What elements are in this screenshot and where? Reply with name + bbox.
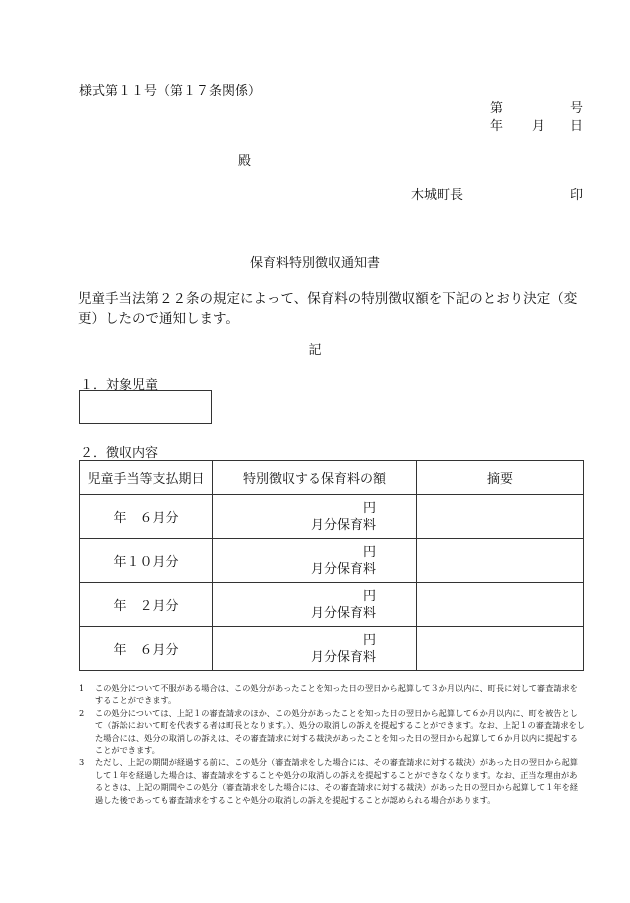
document-number-suffix: 号 xyxy=(570,101,584,116)
seal-mark: 印 xyxy=(570,188,584,203)
monthly-fee-label: 月分保育料 xyxy=(310,605,376,621)
section-collection-label: ２．徴収内容 xyxy=(80,446,159,461)
collection-table xyxy=(79,460,584,671)
amount-cell xyxy=(213,627,417,671)
amount-cell xyxy=(213,539,417,583)
period-cell: 年 ２月分 xyxy=(80,583,213,627)
table-row xyxy=(80,495,584,539)
note-number: 3 xyxy=(79,757,85,768)
ki-marker: 記 xyxy=(308,343,322,358)
note-number: 1 xyxy=(79,683,85,693)
table-row xyxy=(80,583,584,627)
remarks-cell xyxy=(417,539,584,583)
period-cell: 年 ６月分 xyxy=(80,495,213,539)
amount-cell xyxy=(213,583,417,627)
note-text: ただし、上記の期間が経過する前に、この処分（審査請求をした場合には、その審査請求に対する裁決）があった日の翌日から起算して１年を経過した場合は、審査請求をすることや処分の取消しの訴えを提起することができなくなります。なお、正当な理由があるときは、上記の期間やこの処分（審査請求をした場合には、その審査請求に対する裁決）があった日の翌日から起算して１年を経過した後であっても審査請求をすることや処分の取消しの訴えを提起することが認められる場合があります。 xyxy=(95,757,578,805)
yen-unit: 円 xyxy=(362,632,376,648)
header-payment-date: 児童手当等支払期日 xyxy=(80,461,213,495)
note-text: この処分について不服がある場合は、この処分があったことを知った日の翌日から起算して３か月以内に、町長に対して審査請求をすることができます。 xyxy=(95,683,578,706)
yen-unit: 円 xyxy=(362,544,376,560)
date-month: 月 xyxy=(532,119,546,134)
remarks-cell xyxy=(417,583,584,627)
monthly-fee-label: 月分保育料 xyxy=(310,517,376,533)
monthly-fee-label: 月分保育料 xyxy=(310,649,376,665)
form-number: 様式第１１号（第１７条関係） xyxy=(79,84,262,99)
issuer-name: 木城町長 xyxy=(411,188,464,203)
document-title: 保育料特別徴収通知書 xyxy=(249,256,380,271)
target-child-box xyxy=(79,390,212,424)
document-number-prefix: 第 xyxy=(490,101,504,116)
table-row xyxy=(80,627,584,671)
remarks-cell xyxy=(417,495,584,539)
date-day: 日 xyxy=(570,119,584,134)
yen-unit: 円 xyxy=(362,500,376,516)
table-header-row xyxy=(80,461,584,495)
amount-cell xyxy=(213,495,417,539)
addressee-suffix: 殿 xyxy=(238,154,252,169)
notes-section xyxy=(79,682,585,806)
note-item xyxy=(79,707,585,757)
period-cell: 年 ６月分 xyxy=(80,627,213,671)
remarks-cell xyxy=(417,627,584,671)
body-text: 児童手当法第２２条の規定によって、保育料の特別徴収額を下記のとおり決定（変更）したので通知します。 xyxy=(78,291,578,327)
note-text: この処分については、上記１の審査請求のほか、この処分があったことを知った日の翌日から起算して６か月以内に、町を被告として（訴訟において町を代表する者は町長となります。）、処分の取消しの訴えを提起することができます。なお、上記１の審査請求をした場合には、処分の取消しの訴えは、その審査請求に対する裁決があったことを知った日の翌日から起算して６か月以内に提起することができます。 xyxy=(95,707,585,756)
section-target-child-label: １．対象児童 xyxy=(80,378,159,393)
table-row xyxy=(80,539,584,583)
header-remarks: 摘要 xyxy=(417,461,584,495)
monthly-fee-label: 月分保育料 xyxy=(310,561,376,577)
header-amount: 特別徴収する保育料の額 xyxy=(213,461,417,495)
note-item xyxy=(79,756,585,806)
period-cell: 年１０月分 xyxy=(80,539,213,583)
note-number: 2 xyxy=(79,707,85,718)
date-year: 年 xyxy=(490,119,504,134)
note-item xyxy=(79,682,585,707)
yen-unit: 円 xyxy=(362,588,376,604)
